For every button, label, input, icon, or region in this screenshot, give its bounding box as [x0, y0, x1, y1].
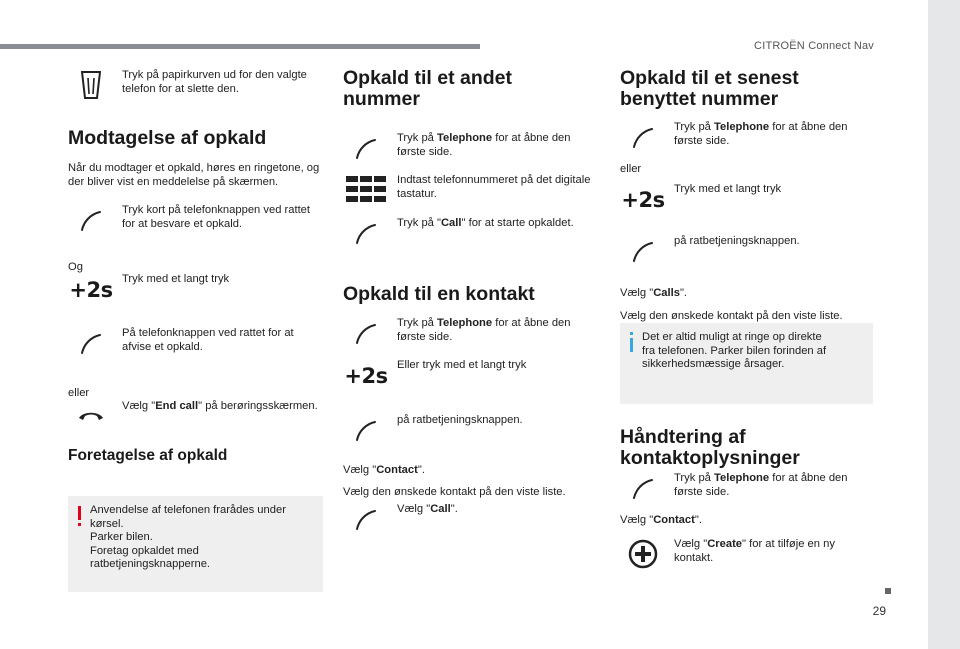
steering-text-3: på ratbetjeningsknappen.: [674, 235, 800, 247]
touch-icon: [620, 471, 666, 501]
short-press-step: [68, 203, 324, 233]
telephone-text-3: Tryk på Telephone for at åbne den første side.: [674, 121, 848, 147]
touch-icon: [343, 131, 389, 161]
page-marker: [885, 588, 891, 594]
long-press-text: Tryk med et langt tryk: [122, 273, 230, 285]
page-margin-strip: [928, 0, 960, 649]
info-icon: [630, 338, 633, 352]
reject-step: [68, 326, 324, 356]
keypad-step: [343, 173, 593, 202]
page-number: 29: [872, 604, 886, 618]
touch-icon: [343, 502, 389, 532]
heading-receive-call: Modtagelse af opkald: [68, 127, 267, 149]
choose-contact-text: Vælg den ønskede kontakt på den viste liste.: [343, 486, 566, 498]
add-contact-icon: [620, 537, 666, 569]
long-press-or-text: Eller tryk med et langt tryk: [397, 359, 527, 371]
short-press-text: Tryk kort på telefonknappen ved rattet for at besvare et opkald.: [122, 204, 311, 230]
og-label: Og: [68, 261, 83, 273]
header-rule: [0, 44, 480, 49]
end-call-text: Vælg "End call" på berøringsskærmen.: [122, 400, 318, 412]
end-call-step: [68, 399, 324, 421]
long-press-step-3: [620, 182, 875, 212]
long-press-2s-icon: +2s: [621, 188, 665, 212]
telephone-step-2: [343, 316, 593, 346]
touch-icon: [343, 216, 389, 246]
reject-text: På telefonknappen ved rattet for at afvise et opkald.: [122, 327, 294, 353]
trash-icon: [68, 68, 114, 100]
steering-button-icon: [620, 234, 666, 264]
long-press-step-2: [343, 358, 593, 388]
eller-label-3: eller: [620, 163, 642, 175]
eller-label: eller: [68, 387, 90, 399]
telephone-text-2: Tryk på Telephone for at åbne den første side.: [397, 317, 571, 343]
telephone-text: Tryk på Telephone for at åbne den første side.: [397, 132, 571, 158]
long-press-step: [68, 272, 324, 302]
long-press-text-3: Tryk med et langt tryk: [674, 183, 782, 195]
heading-call-recent: Opkald til et senest benyttet nummer: [620, 67, 799, 110]
info-box: [620, 323, 873, 404]
steering-step: [343, 413, 593, 443]
steering-text: på ratbetjeningsknappen.: [397, 414, 523, 426]
call-text: Tryk på "Call" for at starte opkaldet.: [397, 217, 574, 229]
keypad-icon: [343, 173, 389, 202]
keypad-text: Indtast telefonnummeret på det digitale tastatur.: [397, 174, 591, 200]
select-calls-text: Vælg "Calls".: [620, 287, 688, 299]
trash-step: [68, 68, 324, 100]
telephone-text-4: Tryk på Telephone for at åbne den første side.: [674, 472, 848, 498]
telephone-step: [343, 131, 593, 161]
select-call-text: Vælg "Call".: [397, 503, 458, 515]
heading-make-call: Foretagelse af opkald: [68, 447, 228, 464]
warning-text: Anvendelse af telefonen frarådes under kørsel. Parker bilen. Foretag opkaldet med ratbetjeningsknapperne.: [90, 504, 286, 571]
column-3-lower: [620, 427, 875, 569]
column-1: [68, 58, 324, 465]
warning-box: [68, 496, 323, 592]
heading-manage-contacts: Håndtering af kontaktoplysninger: [620, 426, 800, 469]
call-step: [343, 216, 593, 246]
steering-button-icon: [68, 326, 114, 356]
heading-call-other-number: Opkald til et andet nummer: [343, 67, 513, 110]
heading-call-contact: Opkald til en kontakt: [343, 283, 535, 305]
select-call-step: [343, 502, 593, 532]
column-2: [343, 58, 593, 532]
long-press-2s-icon: +2s: [344, 364, 388, 388]
telephone-step-4: [620, 471, 875, 501]
info-text: Det er altid muligt at ringe op direkte fra telefonen. Parker bilen forinden af sikkerhedsmæssige årsager.: [642, 331, 827, 371]
brand-header: CITROËN Connect Nav: [754, 40, 874, 52]
telephone-step-3: [620, 120, 875, 150]
trash-text: Tryk på papirkurven ud for den valgte telefon for at slette den.: [122, 69, 307, 95]
touch-icon: [620, 120, 666, 150]
create-text: Vælg "Create" for at tilføje en ny kontakt.: [674, 538, 835, 564]
long-press-2s-icon: +2s: [69, 278, 113, 302]
create-step: [620, 537, 875, 569]
choose-contact-text-3: Vælg den ønskede kontakt på den viste liste.: [620, 310, 843, 322]
touch-icon: [343, 316, 389, 346]
receive-intro: Når du modtager et opkald, høres en ringetone, og der bliver vist en meddelelse på skærmen.: [68, 162, 320, 188]
steering-button-icon: [68, 203, 114, 233]
hang-up-icon: [68, 399, 114, 421]
select-contact-text: Vælg "Contact".: [343, 464, 425, 476]
steering-button-icon: [343, 413, 389, 443]
column-3: [620, 58, 875, 323]
steering-step-3: [620, 234, 875, 264]
select-contact-text-3: Vælg "Contact".: [620, 514, 702, 526]
warning-icon: [78, 506, 81, 520]
